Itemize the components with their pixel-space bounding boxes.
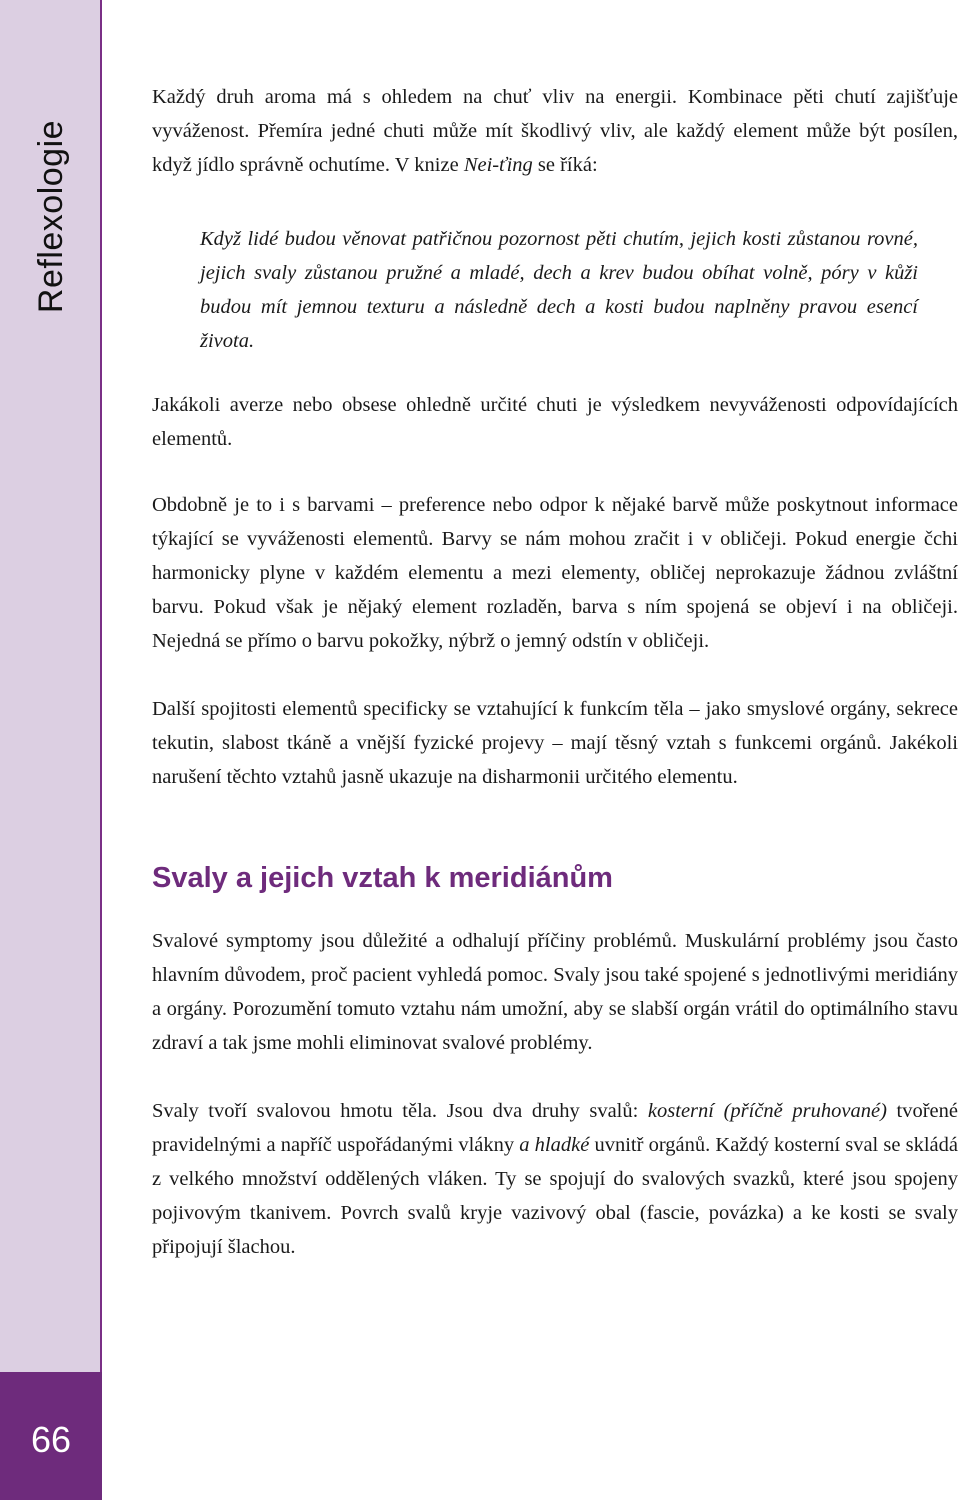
main-content: [152, 80, 958, 1264]
paragraph-aroma: [152, 80, 958, 182]
paragraph-aroma-end: se říká:: [532, 154, 598, 176]
muscle-types-text-2: tvořené pravidelnými a napříč uspořádanými vlákny: [152, 1100, 958, 1156]
muscle-types-text-3: uvnitř orgánů. Každý kosterní sval se skládá z velkého množství oddělených vláken. Ty se spojují do svalových svazků, které jsou spojeny pojivovým tkanivem. Povrch svalů kryje vazivový obal (fascie, povázka) a ke kosti se svaly připojují šlachou.: [152, 1134, 958, 1258]
muscle-types-skeletal: kosterní (příčně pruhované): [647, 1100, 887, 1122]
page-number: 66: [30, 1419, 72, 1460]
quote-block: Když lidé budou věnovat patřičnou pozornost pěti chutím, jejich kosti zůstanou rovné, jejich svaly zůstanou pružné a mladé, dech a krev budou obíhat volně, póry v kůži budou mít jemnou texturu a následně dech a kosti budou naplněny pravou esencí života.: [200, 228, 918, 352]
paragraph-aversion: Jakákoli averze nebo obsese ohledně určité chuti je výsledkem nevyváženosti odpovídajících elementů.: [152, 394, 958, 450]
page-number-box: [0, 1372, 102, 1500]
muscle-types-smooth: a hladké: [519, 1134, 590, 1156]
paragraph-muscle-symptoms: Svalové symptomy jsou důležité a odhalují příčiny problémů. Muskulární problémy jsou často hlavním důvodem, proč pacient vyhledá pomoc. Svaly jsou také spojené s jednotlivými meridiány a orgány. Porozumění tomuto vztahu nám umožní, aby se slabší orgán vrátil do optimálního stavu zdraví a tak jsme mohli eliminovat svalové problémy.: [152, 930, 958, 1054]
section-title-text: Reflexologie: [32, 119, 71, 313]
paragraph-muscle-types: [152, 1094, 958, 1264]
section-title: [12, 96, 92, 336]
muscle-types-text-1: Svaly tvoří svalovou hmotu těla. Jsou dva druhy svalů:: [152, 1100, 648, 1122]
paragraph-relations: Další spojitosti elementů specificky se vztahující k funkcím těla – jako smyslové orgány, sekrece tekutin, slabost tkáně a vnější fyzické projevy – mají těsný vztah s funkcemi orgánů. Jakékoli narušení těchto vztahů jasně ukazuje na disharmonii určitého elementu.: [152, 698, 958, 788]
sidebar-band: [0, 0, 102, 1500]
section-heading: Svaly a jejich vztah k meridiánům: [152, 862, 613, 894]
book-title: Nei-ťing: [463, 154, 533, 176]
paragraph-aroma-text: Každý druh aroma má s ohledem na chuť vliv na energii. Kombinace pěti chutí zajišťuje vyváženost. Přemíra jedné chuti může mít škodlivý vliv, ale každý element může být posílen, když jídlo správně ochutíme. V knize: [152, 86, 958, 176]
paragraph-colors: Obdobně je to i s barvami – preference nebo odpor k nějaké barvě může poskytnout informace týkající se vyváženosti elementů. Barvy se nám mohou zračit i v obličeji. Pokud energie čchi harmonicky plyne v každém elementu a mezi elementy, obličej neprokazuje žádnou zvláštní barvu. Pokud však je nějaký element rozladěn, barva s ním spojená se objeví i na obličeji. Nejedná se přímo o barvu pokožky, nýbrž o jemný odstín v obličeji.: [152, 494, 958, 652]
